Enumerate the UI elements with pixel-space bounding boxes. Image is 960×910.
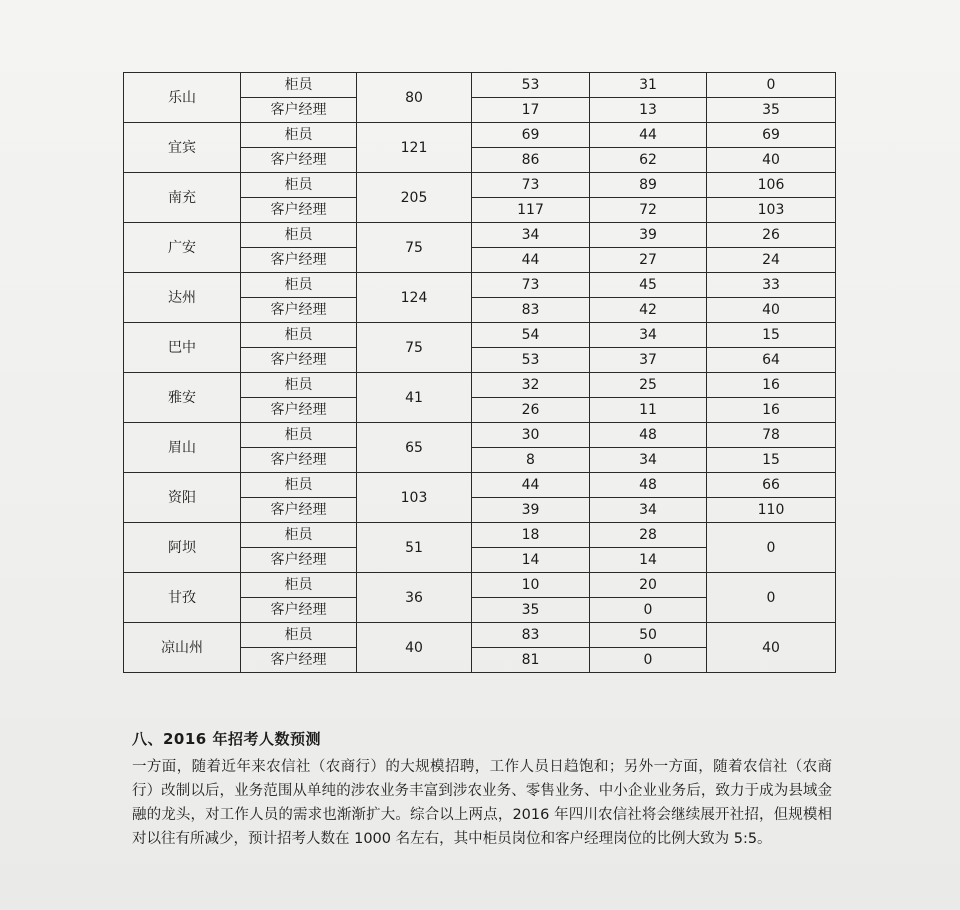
value-cell: 62 — [590, 148, 707, 173]
value-cell: 37 — [590, 348, 707, 373]
position-teller-cell: 柜员 — [241, 523, 357, 548]
plan-cell: 75 — [357, 323, 472, 373]
value-cell: 17 — [472, 98, 590, 123]
position-teller-cell: 柜员 — [241, 473, 357, 498]
value-cell: 15 — [707, 448, 836, 473]
position-manager-cell: 客户经理 — [241, 348, 357, 373]
position-teller-cell: 柜员 — [241, 173, 357, 198]
value-cell: 0 — [707, 73, 836, 98]
value-cell: 16 — [707, 398, 836, 423]
recruitment-table — [123, 72, 836, 673]
value-cell: 13 — [590, 98, 707, 123]
value-cell: 35 — [472, 598, 590, 623]
value-cell: 14 — [590, 548, 707, 573]
value-cell: 44 — [590, 123, 707, 148]
table-row — [124, 223, 836, 248]
region-cell: 眉山 — [124, 423, 241, 473]
value-cell: 40 — [707, 148, 836, 173]
value-cell-merged: 40 — [707, 623, 836, 673]
value-cell: 54 — [472, 323, 590, 348]
value-cell: 83 — [472, 298, 590, 323]
position-teller-cell: 柜员 — [241, 123, 357, 148]
position-manager-cell: 客户经理 — [241, 298, 357, 323]
value-cell: 45 — [590, 273, 707, 298]
table-row — [124, 323, 836, 348]
position-manager-cell: 客户经理 — [241, 498, 357, 523]
plan-cell: 65 — [357, 423, 472, 473]
value-cell-merged: 0 — [707, 523, 836, 573]
value-cell: 24 — [707, 248, 836, 273]
position-manager-cell: 客户经理 — [241, 648, 357, 673]
table-body — [124, 73, 836, 673]
table-row — [124, 273, 836, 298]
value-cell: 34 — [590, 498, 707, 523]
position-manager-cell: 客户经理 — [241, 598, 357, 623]
table-row — [124, 523, 836, 548]
table-row — [124, 123, 836, 148]
value-cell: 106 — [707, 173, 836, 198]
region-cell: 南充 — [124, 173, 241, 223]
value-cell: 32 — [472, 373, 590, 398]
value-cell: 48 — [590, 473, 707, 498]
position-teller-cell: 柜员 — [241, 423, 357, 448]
section-forecast — [132, 728, 832, 851]
plan-cell: 41 — [357, 373, 472, 423]
value-cell: 30 — [472, 423, 590, 448]
value-cell: 69 — [472, 123, 590, 148]
value-cell: 18 — [472, 523, 590, 548]
region-cell: 巴中 — [124, 323, 241, 373]
position-manager-cell: 客户经理 — [241, 198, 357, 223]
position-manager-cell: 客户经理 — [241, 148, 357, 173]
value-cell: 103 — [707, 198, 836, 223]
region-cell: 宜宾 — [124, 123, 241, 173]
value-cell: 73 — [472, 273, 590, 298]
value-cell: 33 — [707, 273, 836, 298]
value-cell: 26 — [707, 223, 836, 248]
plan-cell: 124 — [357, 273, 472, 323]
position-teller-cell: 柜员 — [241, 623, 357, 648]
position-teller-cell: 柜员 — [241, 273, 357, 298]
value-cell: 81 — [472, 648, 590, 673]
value-cell: 86 — [472, 148, 590, 173]
value-cell: 66 — [707, 473, 836, 498]
value-cell: 78 — [707, 423, 836, 448]
value-cell: 16 — [707, 373, 836, 398]
region-cell: 阿坝 — [124, 523, 241, 573]
value-cell: 53 — [472, 348, 590, 373]
table-row — [124, 623, 836, 648]
region-cell: 乐山 — [124, 73, 241, 123]
value-cell: 20 — [590, 573, 707, 598]
plan-cell: 80 — [357, 73, 472, 123]
section-heading: 八、2016 年招考人数预测 — [132, 730, 321, 748]
position-teller-cell: 柜员 — [241, 323, 357, 348]
plan-cell: 51 — [357, 523, 472, 573]
value-cell: 44 — [472, 473, 590, 498]
position-teller-cell: 柜员 — [241, 573, 357, 598]
position-manager-cell: 客户经理 — [241, 548, 357, 573]
region-cell: 广安 — [124, 223, 241, 273]
value-cell: 34 — [590, 448, 707, 473]
value-cell: 42 — [590, 298, 707, 323]
value-cell: 25 — [590, 373, 707, 398]
value-cell: 27 — [590, 248, 707, 273]
position-teller-cell: 柜员 — [241, 373, 357, 398]
region-cell: 雅安 — [124, 373, 241, 423]
position-manager-cell: 客户经理 — [241, 98, 357, 123]
position-manager-cell: 客户经理 — [241, 448, 357, 473]
value-cell: 31 — [590, 73, 707, 98]
value-cell: 8 — [472, 448, 590, 473]
value-cell: 40 — [707, 298, 836, 323]
value-cell: 0 — [590, 598, 707, 623]
position-manager-cell: 客户经理 — [241, 398, 357, 423]
value-cell: 14 — [472, 548, 590, 573]
region-cell: 资阳 — [124, 473, 241, 523]
value-cell: 34 — [472, 223, 590, 248]
table-row — [124, 573, 836, 598]
table-row — [124, 473, 836, 498]
plan-cell: 40 — [357, 623, 472, 673]
value-cell: 35 — [707, 98, 836, 123]
plan-cell: 205 — [357, 173, 472, 223]
value-cell: 89 — [590, 173, 707, 198]
position-manager-cell: 客户经理 — [241, 248, 357, 273]
table-row — [124, 423, 836, 448]
value-cell: 117 — [472, 198, 590, 223]
position-teller-cell: 柜员 — [241, 73, 357, 98]
value-cell: 28 — [590, 523, 707, 548]
value-cell: 53 — [472, 73, 590, 98]
value-cell: 26 — [472, 398, 590, 423]
value-cell: 73 — [472, 173, 590, 198]
position-teller-cell: 柜员 — [241, 223, 357, 248]
value-cell: 48 — [590, 423, 707, 448]
value-cell: 11 — [590, 398, 707, 423]
value-cell: 110 — [707, 498, 836, 523]
region-cell: 甘孜 — [124, 573, 241, 623]
region-cell: 达州 — [124, 273, 241, 323]
value-cell: 39 — [590, 223, 707, 248]
value-cell: 15 — [707, 323, 836, 348]
value-cell: 64 — [707, 348, 836, 373]
region-cell: 凉山州 — [124, 623, 241, 673]
plan-cell: 121 — [357, 123, 472, 173]
value-cell: 10 — [472, 573, 590, 598]
plan-cell: 36 — [357, 573, 472, 623]
plan-cell: 103 — [357, 473, 472, 523]
value-cell: 50 — [590, 623, 707, 648]
plan-cell: 75 — [357, 223, 472, 273]
value-cell-merged: 0 — [707, 573, 836, 623]
table-row — [124, 73, 836, 98]
value-cell: 0 — [590, 648, 707, 673]
value-cell: 34 — [590, 323, 707, 348]
value-cell: 72 — [590, 198, 707, 223]
value-cell: 39 — [472, 498, 590, 523]
section-paragraph: 一方面，随着近年来农信社（农商行）的大规模招聘，工作人员日趋饱和；另外一方面，随着农信社（农商行）改制以后，业务范围从单纯的涉农业务丰富到涉农业务、零售业务、中小企业业务后，致力于成为县域金融的龙头，对工作人员的需求也渐渐扩大。综合以上两点，2016 年四川农信社将会继续展开社招，但规模相对以往有所减少，预计招考人数在 1000 名左右，其中柜员岗位和客户经理岗位的比例大致为 5:5。 — [132, 759, 832, 847]
value-cell: 69 — [707, 123, 836, 148]
value-cell: 83 — [472, 623, 590, 648]
table-row — [124, 173, 836, 198]
table-row — [124, 373, 836, 398]
value-cell: 44 — [472, 248, 590, 273]
